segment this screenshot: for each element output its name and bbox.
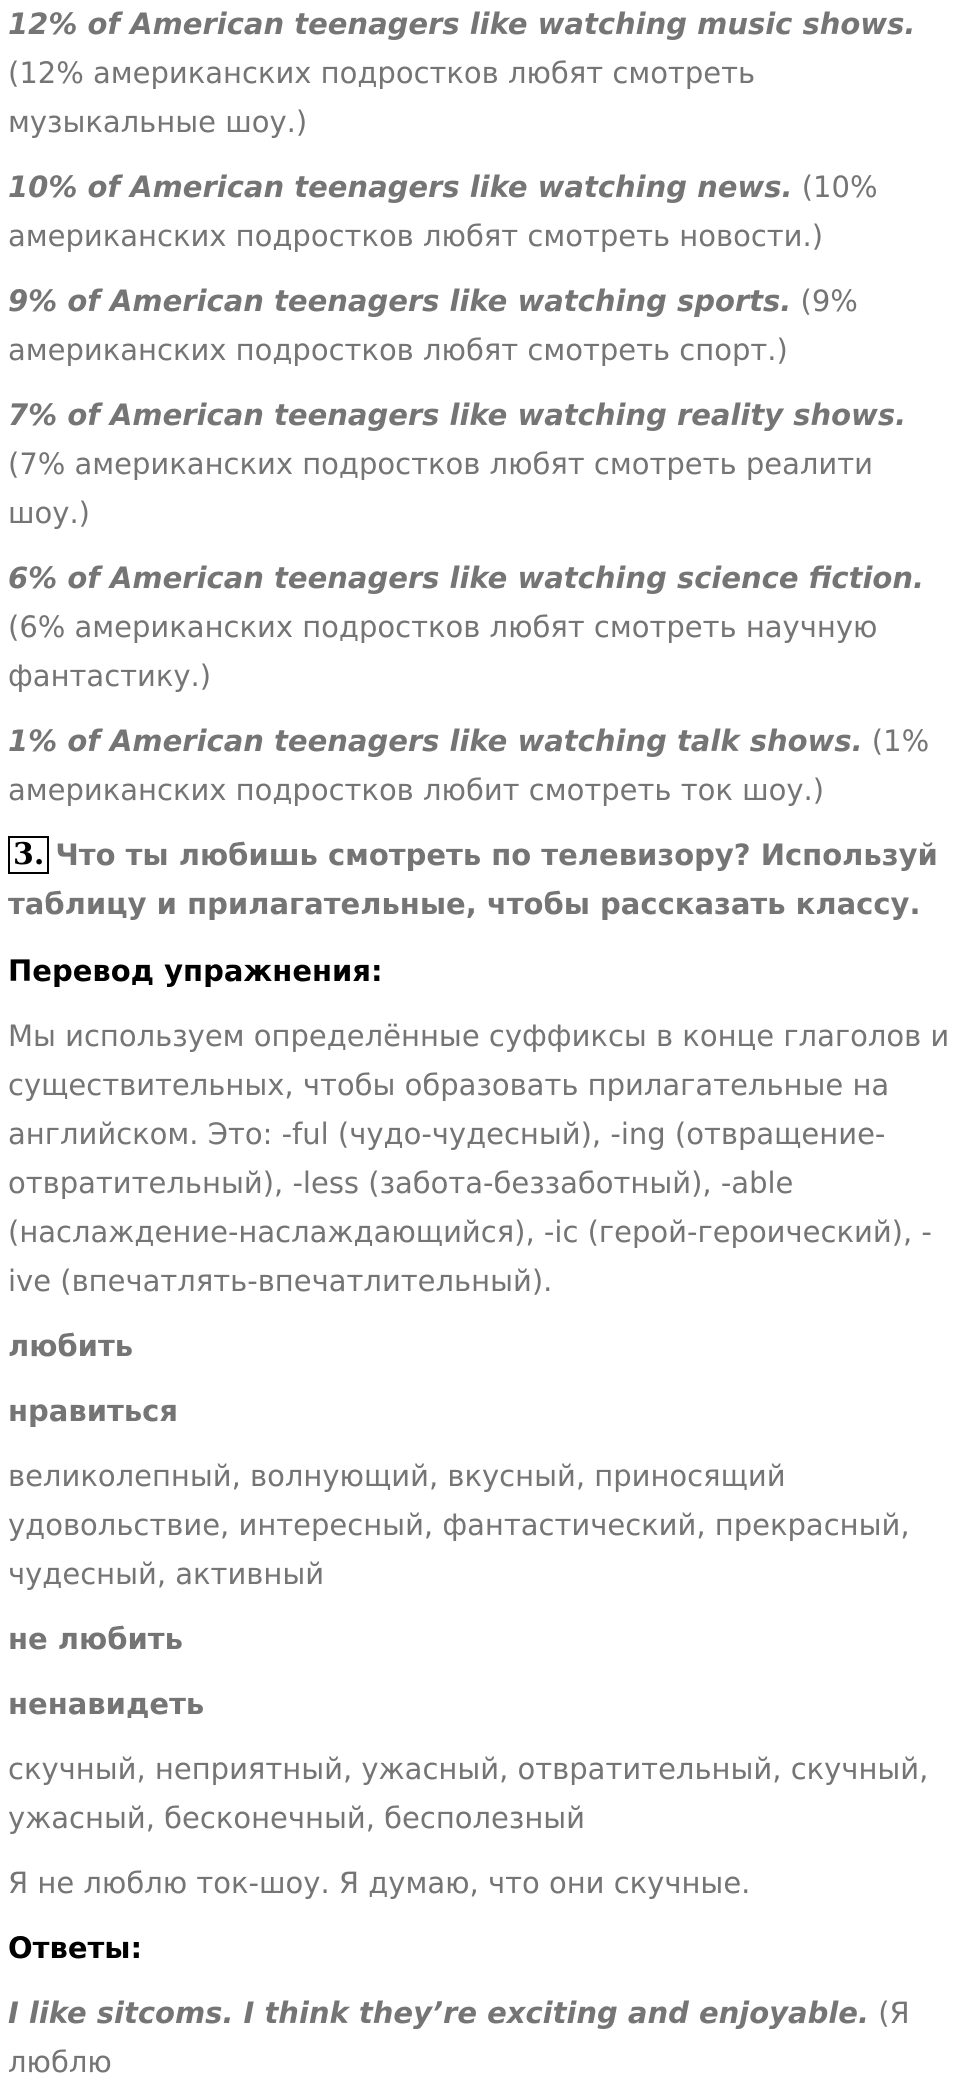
stat-en-text: 10% of American teenagers like watching news. <box>8 170 793 204</box>
dislike-label: не любить <box>8 1622 183 1656</box>
stat-music-shows <box>8 0 954 147</box>
hate-label: ненавидеть <box>8 1687 205 1721</box>
translation-body: Мы используем определённые суффиксы в конце глаголов и существительных, чтобы образовать прилагательные на английском. Это: -ful (чудо-чудесный), -ing (отвращение-отвратительный), -less (забота-беззаботный), -able (наслаждение-наслаждающийся), -ic (герой-героический), -ive (впечатлять-впечатлительный). <box>8 1019 950 1298</box>
stat-en-text: 7% of American teenagers like watching reality shows. <box>8 398 907 432</box>
answers-heading: Ответы: <box>8 1931 143 1965</box>
stat-sports <box>8 277 954 375</box>
stat-ru-text: (9% американских подростков любят смотреть спорт.) <box>8 284 858 367</box>
translation-heading: Перевод упражнения: <box>8 954 383 988</box>
example-sentence: Я не люблю ток-шоу. Я думаю, что они скучные. <box>8 1866 751 1900</box>
answer-paragraph <box>8 1989 954 2087</box>
task-text: Что ты любишь смотреть по телевизору? Используй таблицу и прилагательные, чтобы рассказать классу. <box>8 838 938 921</box>
stat-ru-text: (12% американских подростков любят смотреть музыкальные шоу.) <box>8 56 756 139</box>
stat-ru-text: (1% американских подростков любит смотреть ток шоу.) <box>8 724 930 807</box>
negative-adjectives: скучный, неприятный, ужасный, отвратительный, скучный, ужасный, бесконечный, бесполезный <box>8 1752 929 1835</box>
enjoy-label: нравиться <box>8 1394 178 1428</box>
stat-ru-text: (10% американских подростков любят смотреть новости.) <box>8 170 878 253</box>
like-label: любить <box>8 1329 134 1363</box>
stat-en-text: 12% of American teenagers like watching music shows. <box>8 7 916 41</box>
stat-ru-text: (7% американских подростков любят смотреть реалити шоу.) <box>8 447 873 530</box>
stat-en-text: 6% of American teenagers like watching science fiction. <box>8 561 925 595</box>
task-number-badge: 3. <box>8 836 49 874</box>
answer-ru-text: (Я люблю <box>8 1996 910 2079</box>
task-prompt <box>8 831 954 929</box>
positive-adjectives: великолепный, волнующий, вкусный, приносящий удовольствие, интересный, фантастический, прекрасный, чудесный, активный <box>8 1459 910 1591</box>
stat-news <box>8 163 954 261</box>
answer-en-text: I like sitcoms. I think they’re exciting and enjoyable. <box>8 1996 869 2030</box>
stat-science-fiction <box>8 554 954 701</box>
stat-talk-shows <box>8 717 954 815</box>
stat-reality-shows <box>8 391 954 538</box>
stat-en-text: 9% of American teenagers like watching sports. <box>8 284 792 318</box>
stat-ru-text: (6% американских подростков любят смотреть научную фантастику.) <box>8 610 878 693</box>
stat-en-text: 1% of American teenagers like watching talk shows. <box>8 724 863 758</box>
